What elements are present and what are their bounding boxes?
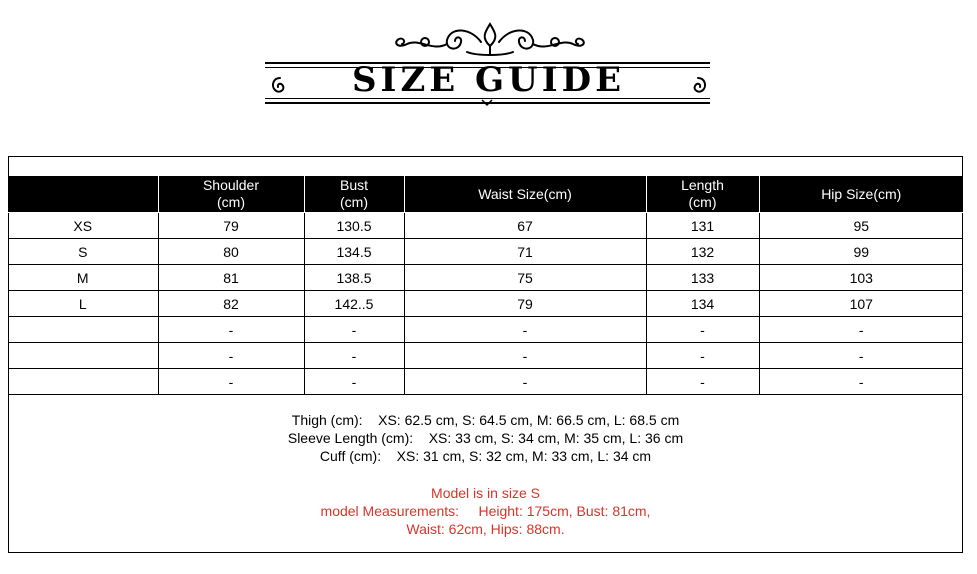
measurement-cell: 107 <box>759 291 963 317</box>
column-header-size <box>8 176 158 213</box>
model-size-line: Model is in size S <box>431 485 540 501</box>
measurement-cell: 80 <box>158 239 304 265</box>
table-row <box>8 213 963 239</box>
measurement-cell: 99 <box>759 239 963 265</box>
measurement-cell: - <box>304 369 404 395</box>
measurement-cell: - <box>646 317 759 343</box>
table-row <box>8 343 963 369</box>
table-row <box>8 317 963 343</box>
size-label-cell: XS <box>8 213 158 239</box>
size-label-cell <box>8 317 158 343</box>
measurement-cell: 67 <box>404 213 646 239</box>
measurement-cell: 138.5 <box>304 265 404 291</box>
measurement-cell: 79 <box>158 213 304 239</box>
measurement-cell: 71 <box>404 239 646 265</box>
table-row <box>8 265 963 291</box>
measurement-cell: - <box>404 317 646 343</box>
ornament-flourish-icon <box>385 18 595 60</box>
measurement-cell: 134.5 <box>304 239 404 265</box>
column-header-length: Length (cm) <box>646 176 759 213</box>
measurement-cell: 134 <box>646 291 759 317</box>
measurement-cell: - <box>158 343 304 369</box>
column-header-waist: Waist Size(cm) <box>404 176 646 213</box>
cuff-note: Cuff (cm): XS: 31 cm, S: 32 cm, M: 33 cm, L: 34 cm <box>319 448 652 464</box>
measurement-cell: - <box>759 343 963 369</box>
size-label-cell: M <box>8 265 158 291</box>
table-row <box>8 291 963 317</box>
measurement-cell: - <box>759 317 963 343</box>
table-row <box>8 239 963 265</box>
table-row <box>8 369 963 395</box>
measurement-cell: - <box>158 317 304 343</box>
measurement-cell: 131 <box>646 213 759 239</box>
measurement-cell: - <box>646 343 759 369</box>
sleeve-length-note: Sleeve Length (cm): XS: 33 cm, S: 34 cm, M: 35 cm, L: 36 cm <box>287 430 684 446</box>
model-measurements-line-2: Waist: 62cm, Hips: 88cm. <box>406 521 565 537</box>
size-label-cell: L <box>8 291 158 317</box>
size-guide-banner <box>0 0 977 120</box>
measurement-cell: 130.5 <box>304 213 404 239</box>
measurement-cell: 142..5 <box>304 291 404 317</box>
page-title: SIZE GUIDE <box>351 60 626 100</box>
measurement-cell: - <box>646 369 759 395</box>
measurement-cell: 132 <box>646 239 759 265</box>
column-header-bust: Bust (cm) <box>304 176 404 213</box>
column-header-hip: Hip Size(cm) <box>759 176 963 213</box>
measurement-cell: - <box>304 317 404 343</box>
measurement-cell: - <box>158 369 304 395</box>
measurement-cell: 95 <box>759 213 963 239</box>
measurement-cell: 81 <box>158 265 304 291</box>
model-info <box>8 484 963 538</box>
thigh-note: Thigh (cm): XS: 62.5 cm, S: 64.5 cm, M: 66.5 cm, L: 68.5 cm <box>291 412 680 428</box>
measurement-cell: 133 <box>646 265 759 291</box>
size-label-cell <box>8 343 158 369</box>
extra-measurements <box>8 411 963 465</box>
model-measurements-line: model Measurements: Height: 175cm, Bust: 81cm, <box>320 503 651 519</box>
measurement-cell: - <box>404 343 646 369</box>
measurement-cell: 103 <box>759 265 963 291</box>
measurement-cell: 82 <box>158 291 304 317</box>
caret-down-icon <box>481 99 493 107</box>
measurement-cell: 79 <box>404 291 646 317</box>
size-table <box>8 176 963 395</box>
table-header-row <box>8 176 963 213</box>
measurement-cell: - <box>404 369 646 395</box>
column-header-shoulder: Shoulder (cm) <box>158 176 304 213</box>
measurement-cell: - <box>759 369 963 395</box>
size-label-cell <box>8 369 158 395</box>
size-label-cell: S <box>8 239 158 265</box>
measurement-cell: - <box>304 343 404 369</box>
measurement-cell: 75 <box>404 265 646 291</box>
